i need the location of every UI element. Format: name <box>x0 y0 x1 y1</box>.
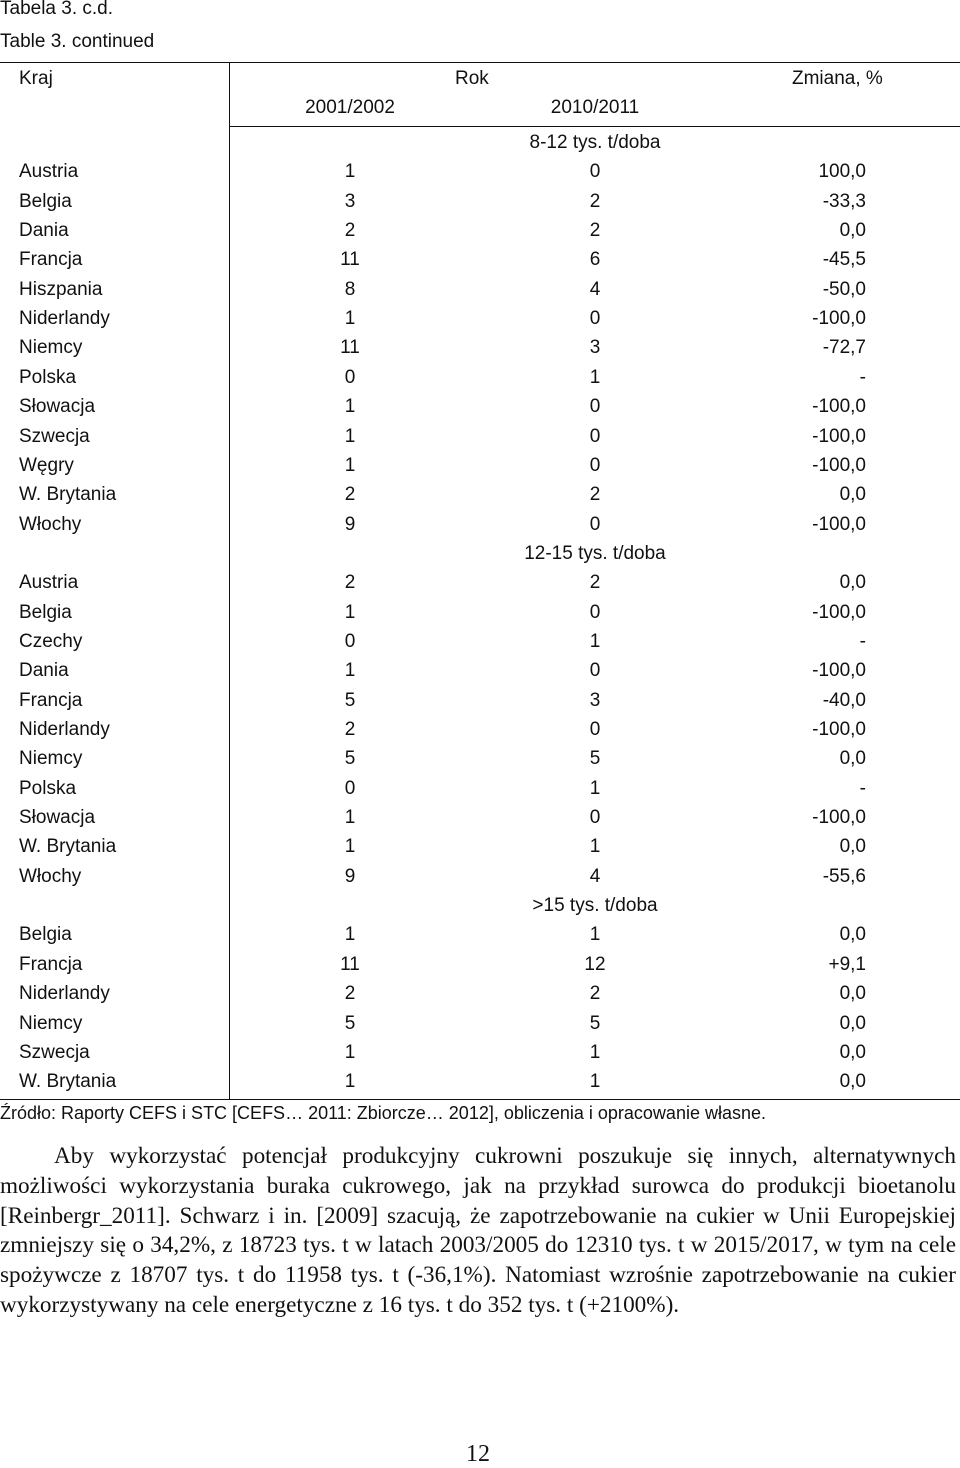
cell-year2: 2 <box>589 220 601 242</box>
cell-year1: 1 <box>344 807 356 829</box>
cell-year2: 0 <box>589 601 601 623</box>
cell-country: Niemcy <box>19 1012 83 1034</box>
cell-country: Słowacja <box>19 807 96 829</box>
cell-change: -100,0 <box>812 454 866 476</box>
cell-country: Belgia <box>19 601 72 623</box>
cell-year1: 1 <box>344 660 356 682</box>
cell-change: - <box>859 630 866 652</box>
cell-country: Hiszpania <box>19 278 103 300</box>
cell-year1: 1 <box>344 836 356 858</box>
cell-change: -40,0 <box>822 689 866 711</box>
cell-change: 0,0 <box>839 1041 866 1063</box>
cell-year1: 11 <box>340 337 360 359</box>
table-column-divider <box>229 62 230 1099</box>
cell-year1: 11 <box>340 249 360 271</box>
cell-change: -100,0 <box>812 425 866 447</box>
group-label: >15 tys. t/doba <box>532 895 658 917</box>
cell-year1: 1 <box>344 601 356 623</box>
cell-change: -100,0 <box>812 513 866 535</box>
cell-year2: 3 <box>589 337 601 359</box>
cell-change: 0,0 <box>839 924 866 946</box>
cell-year1: 1 <box>344 454 356 476</box>
cell-year2: 1 <box>589 1041 601 1063</box>
cell-year1: 2 <box>344 220 356 242</box>
cell-year2: 0 <box>589 396 601 418</box>
header-country: Kraj <box>19 68 53 89</box>
cell-year1: 0 <box>344 630 356 652</box>
cell-change: 100,0 <box>818 161 866 183</box>
cell-year1: 2 <box>344 983 356 1005</box>
cell-year2: 12 <box>584 953 606 975</box>
cell-change: - <box>859 366 866 388</box>
cell-year1: 1 <box>344 1041 356 1063</box>
cell-year2: 1 <box>589 366 601 388</box>
cell-country: Dania <box>19 660 69 682</box>
table-caption-en: Table 3. continued <box>0 31 155 52</box>
cell-change: 0,0 <box>839 748 866 770</box>
cell-year1: 2 <box>344 719 356 740</box>
cell-country: W. Brytania <box>19 484 117 506</box>
cell-year2: 2 <box>589 484 601 506</box>
cell-country: W. Brytania <box>19 1071 117 1093</box>
cell-change: -33,3 <box>822 190 866 212</box>
cell-year1: 2 <box>344 484 356 506</box>
cell-year2: 0 <box>589 807 601 829</box>
cell-change: 0,0 <box>839 1012 866 1034</box>
header-rule <box>229 126 960 127</box>
cell-year2: 0 <box>589 660 601 682</box>
table-caption-pl: Tabela 3. c.d. <box>0 0 114 19</box>
cell-year2: 1 <box>589 1071 601 1093</box>
cell-year2: 6 <box>589 249 601 271</box>
cell-change: 0,0 <box>839 836 866 858</box>
table-bottom-rule <box>0 1099 960 1100</box>
cell-year1: 1 <box>344 308 356 330</box>
cell-country: Austria <box>19 572 79 594</box>
cell-year1: 0 <box>344 366 356 388</box>
cell-year2: 3 <box>589 689 601 711</box>
cell-year1: 1 <box>344 396 356 418</box>
cell-change: 0,0 <box>839 220 866 242</box>
cell-year1: 11 <box>340 953 360 975</box>
cell-change: 0,0 <box>839 484 866 506</box>
cell-country: Belgia <box>19 190 72 212</box>
cell-change: -100,0 <box>812 396 866 418</box>
cell-change: -100,0 <box>812 601 866 623</box>
cell-year1: 1 <box>344 1071 356 1093</box>
cell-change: -55,6 <box>822 865 866 887</box>
cell-year1: 9 <box>344 865 356 887</box>
cell-year2: 1 <box>589 836 601 858</box>
cell-year1: 8 <box>344 278 356 300</box>
cell-year2: 4 <box>589 278 601 300</box>
header-year2: 2010/2011 <box>550 97 640 118</box>
cell-year1: 1 <box>344 425 356 447</box>
cell-country: Belgia <box>19 924 72 946</box>
cell-country: Czechy <box>19 630 83 652</box>
cell-country: Polska <box>19 366 77 388</box>
cell-year1: 0 <box>344 777 356 799</box>
paragraph-text: Aby wykorzystać potencjał produkcyjny cukrowni poszukuje się innych, alternatywnych możliwości wykorzystania buraka cukrowego, jak na przykład surowca do produkcji bioetanolu [Reinbergr_2011]. Schwarz i in. [2009] szacują, że zapotrzebowanie na cukier w Unii Europejskiej zmniejszy się o 34,2%, z 18723 tys. t w latach 2003/2005 do 12310 tys. t w 2015/2017, w tym na cele spożywcze z 18707 tys. t do 11958 tys. t (-36,1%). Natomiast wzrośnie zapotrzebowanie na cukier wykorzystywany na cele energetyczne z 16 tys. t do 352 tys. t (+2100%). <box>0 1143 956 1318</box>
cell-year2: 0 <box>589 719 601 740</box>
cell-year1: 9 <box>344 513 356 535</box>
cell-change: +9,1 <box>828 953 866 975</box>
cell-year1: 1 <box>344 924 356 946</box>
cell-country: Francja <box>19 689 83 711</box>
cell-year1: 1 <box>344 161 356 183</box>
cell-country: Niderlandy <box>19 719 110 740</box>
cell-country: Węgry <box>19 454 74 476</box>
cell-change: -100,0 <box>812 719 866 740</box>
cell-country: Włochy <box>19 513 82 535</box>
cell-year2: 0 <box>589 454 601 476</box>
cell-country: Dania <box>19 220 69 242</box>
cell-change: -50,0 <box>822 278 866 300</box>
cell-country: Niemcy <box>19 337 83 359</box>
cell-country: W. Brytania <box>19 836 117 858</box>
cell-country: Austria <box>19 161 79 183</box>
header-change: Zmiana, % <box>792 68 883 89</box>
cell-year2: 5 <box>589 1012 601 1034</box>
cell-year2: 2 <box>589 190 601 212</box>
cell-year1: 5 <box>344 748 356 770</box>
header-year1: 2001/2002 <box>305 97 395 118</box>
group-label: 12-15 tys. t/doba <box>524 542 666 564</box>
cell-year1: 3 <box>344 190 356 212</box>
cell-year2: 0 <box>589 513 601 535</box>
page-number: 12 <box>466 1441 490 1467</box>
cell-country: Szwecja <box>19 425 90 447</box>
cell-change: -100,0 <box>812 660 866 682</box>
cell-country: Francja <box>19 953 83 975</box>
cell-country: Niderlandy <box>19 983 110 1005</box>
cell-country: Słowacja <box>19 396 96 418</box>
cell-change: 0,0 <box>839 983 866 1005</box>
cell-year2: 0 <box>589 425 601 447</box>
cell-year2: 0 <box>589 308 601 330</box>
cell-country: Niderlandy <box>19 308 110 330</box>
cell-change: 0,0 <box>839 1071 866 1093</box>
cell-change: - <box>859 777 866 799</box>
cell-year2: 1 <box>589 630 601 652</box>
cell-country: Niemcy <box>19 748 83 770</box>
cell-year2: 2 <box>589 572 601 594</box>
table-top-rule <box>0 62 960 63</box>
cell-country: Francja <box>19 249 83 271</box>
cell-year2: 2 <box>589 983 601 1005</box>
group-label: 8-12 tys. t/doba <box>529 132 661 153</box>
cell-year2: 1 <box>589 924 601 946</box>
cell-year2: 5 <box>589 748 601 770</box>
cell-change: -72,7 <box>822 337 866 359</box>
cell-country: Polska <box>19 777 77 799</box>
cell-year1: 5 <box>344 1012 356 1034</box>
source-note: Źródło: Raporty CEFS i STC [CEFS… 2011: Zbiorcze… 2012], obliczenia i opracowanie własne. <box>0 1103 766 1123</box>
body-paragraph <box>0 1142 956 1321</box>
cell-year2: 0 <box>589 161 601 183</box>
cell-year1: 5 <box>344 689 356 711</box>
header-year: Rok <box>455 68 489 89</box>
cell-country: Włochy <box>19 865 82 887</box>
cell-year1: 2 <box>344 572 356 594</box>
cell-change: -100,0 <box>812 807 866 829</box>
cell-year2: 1 <box>589 777 601 799</box>
cell-year2: 4 <box>589 865 601 887</box>
cell-change: -45,5 <box>822 249 866 271</box>
cell-country: Szwecja <box>19 1041 90 1063</box>
cell-change: 0,0 <box>839 572 866 594</box>
cell-change: -100,0 <box>812 308 866 330</box>
